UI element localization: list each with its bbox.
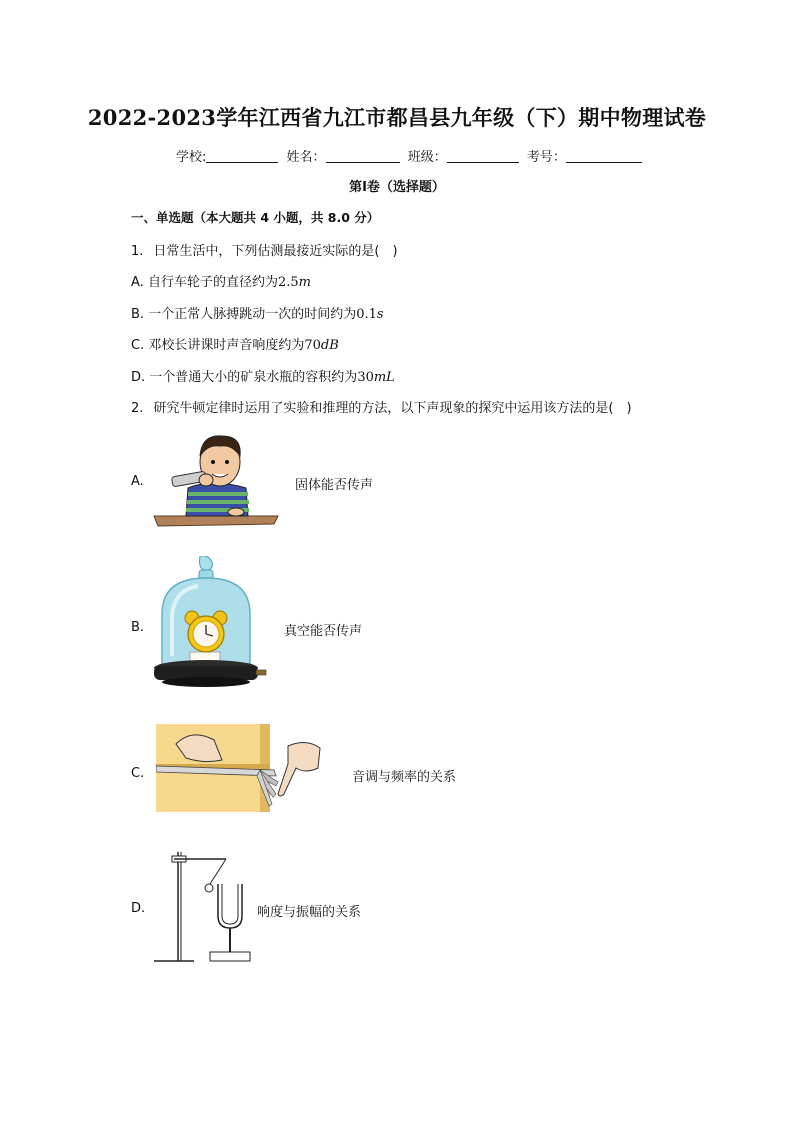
option-label: D. bbox=[131, 370, 146, 385]
class-label: 班级： bbox=[407, 150, 447, 165]
option-value: 30 bbox=[357, 370, 374, 385]
option-label: C. bbox=[131, 338, 145, 353]
q1-option-c bbox=[131, 334, 339, 353]
bell-jar-alarm-clock-icon bbox=[152, 556, 268, 692]
q2-option-a-label: A. bbox=[131, 474, 144, 489]
ruler-on-table-icon bbox=[156, 724, 322, 816]
q1-option-a bbox=[131, 271, 311, 290]
option-value: 2.5 bbox=[277, 275, 299, 290]
q2-option-c-caption: 音调与频率的关系 bbox=[352, 770, 457, 785]
volume-heading: 第Ⅰ卷（选择题） bbox=[349, 180, 445, 195]
question-2 bbox=[131, 397, 632, 416]
option-unit: s bbox=[376, 307, 384, 322]
class-blank bbox=[447, 148, 519, 163]
q2-option-b-caption: 真空能否传声 bbox=[284, 624, 363, 639]
question-number: 2. bbox=[131, 401, 144, 416]
question-number: 1. bbox=[131, 244, 144, 259]
question-stem: 日常生活中，下列估测最接近实际的是( ) bbox=[153, 244, 398, 259]
q1-option-b bbox=[131, 303, 384, 322]
option-text: 一个普通大小的矿泉水瓶的容积约为 bbox=[149, 370, 358, 385]
boy-listening-to-table-icon bbox=[150, 428, 280, 532]
q2-option-b-label: B. bbox=[131, 620, 145, 635]
option-unit: m bbox=[298, 275, 311, 290]
section-heading: 一、单选题（本大题共 4 小题，共 8.0 分） bbox=[131, 210, 380, 225]
q2-option-d-label: D. bbox=[131, 901, 146, 916]
exam-number-label: 考号： bbox=[526, 150, 566, 165]
option-text: 邓校长讲课时声音响度约为 bbox=[148, 338, 305, 353]
tuning-fork-pendulum-icon bbox=[150, 846, 254, 968]
option-unit: mL bbox=[373, 370, 395, 385]
q2-option-a-caption: 固体能否传声 bbox=[295, 478, 374, 493]
q1-option-d bbox=[131, 366, 395, 385]
option-unit: dB bbox=[320, 338, 339, 353]
option-label: A. bbox=[131, 275, 144, 290]
option-text: 自行车轮子的直径约为 bbox=[147, 275, 278, 290]
page-title: 2022-2023学年江西省九江市都昌县九年级（下）期中物理试卷 bbox=[87, 105, 707, 130]
school-label: 学校: bbox=[176, 150, 207, 165]
name-blank bbox=[326, 148, 400, 163]
option-text: 一个正常人脉搏跳动一次的时间约为 bbox=[148, 307, 357, 322]
question-1 bbox=[131, 240, 398, 259]
name-label: 姓名： bbox=[286, 150, 326, 165]
q2-option-d-caption: 响度与振幅的关系 bbox=[257, 905, 362, 920]
option-label: B. bbox=[131, 307, 145, 322]
option-value: 70 bbox=[304, 338, 321, 353]
exam-number-blank bbox=[566, 148, 642, 163]
question-stem: 研究牛顿定律时运用了实验和推理的方法，以下声现象的探究中运用该方法的是( ) bbox=[153, 401, 632, 416]
school-blank bbox=[206, 148, 278, 163]
student-info-row bbox=[176, 146, 646, 165]
q2-option-c-label: C. bbox=[131, 766, 145, 781]
option-value: 0.1 bbox=[356, 307, 377, 322]
